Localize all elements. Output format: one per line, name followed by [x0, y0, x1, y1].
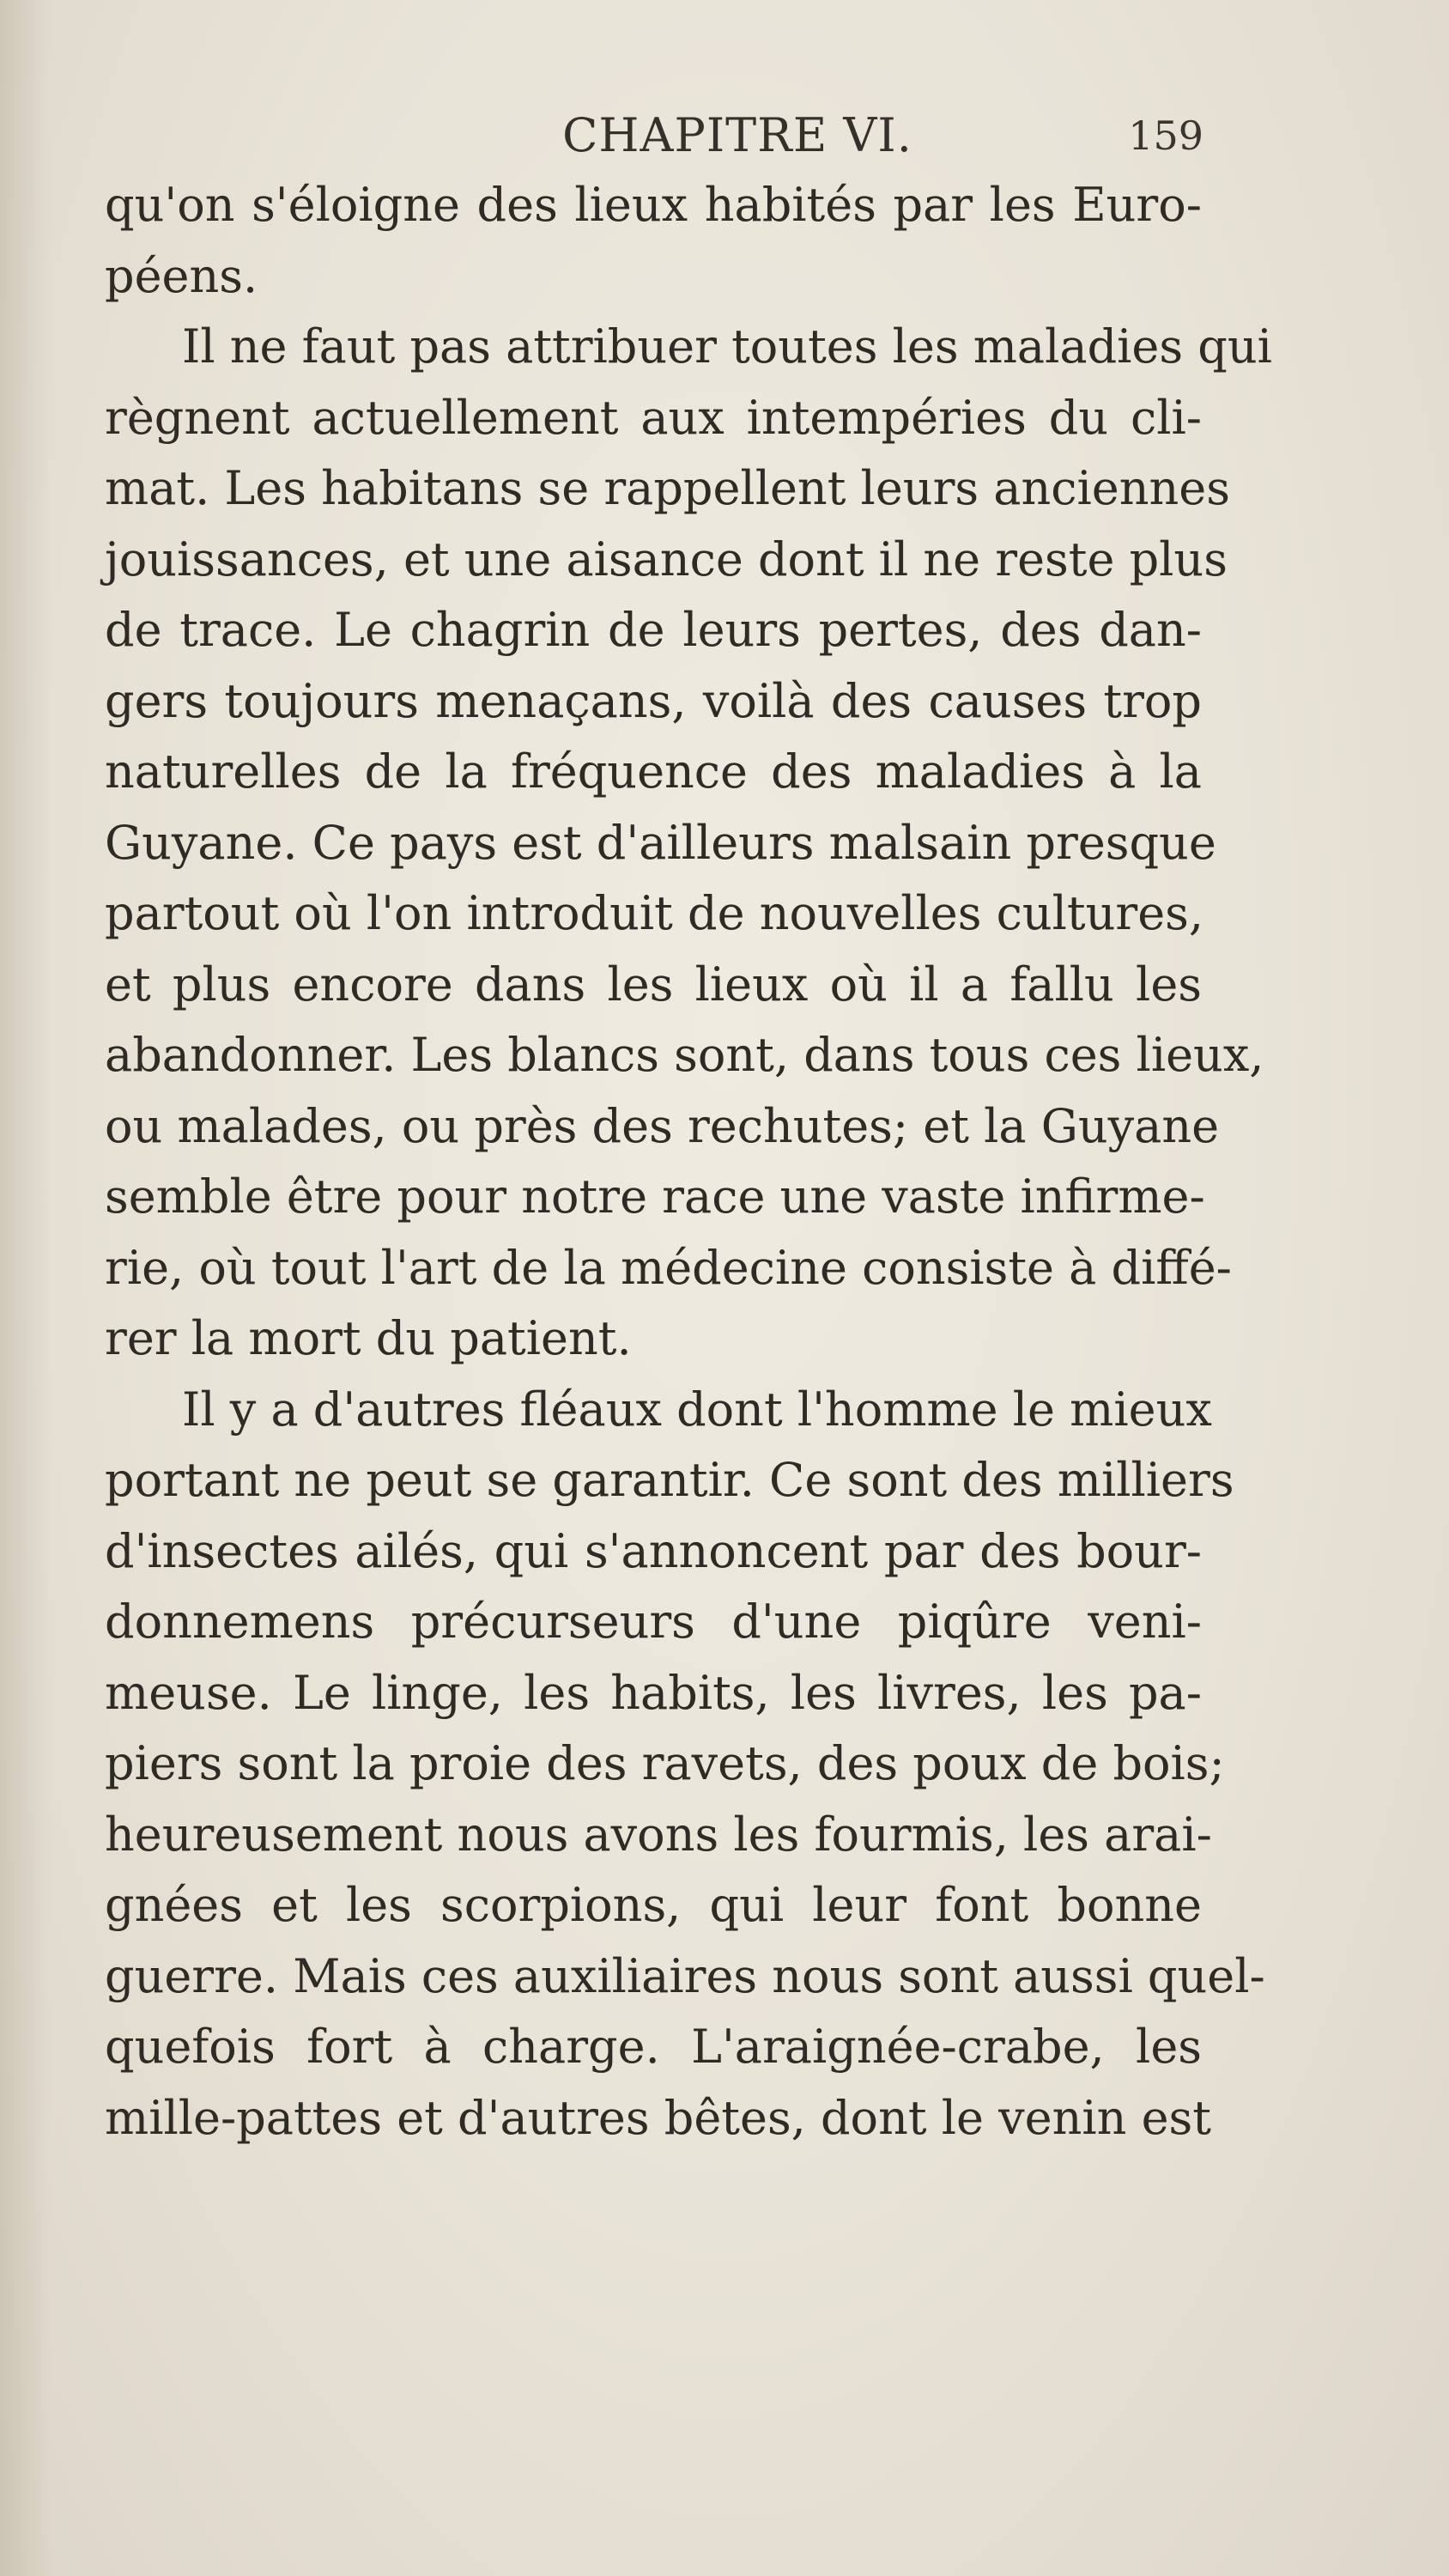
text-line: d'insectes ailés, qui s'annoncent par des bour-: [105, 1523, 1202, 1578]
running-title: CHAPITRE VI.: [562, 108, 912, 162]
text-line: heureusement nous avons les fourmis, les arai-: [105, 1807, 1212, 1862]
text-line: quefois fort à charge. L'araignée-crabe, les: [105, 2020, 1202, 2074]
text-line: semble être pour notre race une vaste infirme-: [105, 1170, 1205, 1224]
text-line: règnent actuellement aux intempéries du cli-: [105, 390, 1202, 445]
text-line: jouissances, et une aisance dont il ne reste plus: [105, 532, 1228, 586]
text-line: gnées et les scorpions, qui leur font bonne: [105, 1878, 1202, 1932]
text-line: rer la mort du patient.: [105, 1311, 632, 1365]
text-line: donnemens précurseurs d'une piqûre veni-: [105, 1595, 1202, 1649]
page-header: [0, 101, 1449, 170]
page-number: 159: [1128, 112, 1203, 159]
text-line: partout où l'on introduit de nouvelles cultures,: [105, 886, 1204, 940]
paragraph-first-line: Il y a d'autres fléaux dont l'homme le mieux: [182, 1382, 1212, 1437]
text-line: gers toujours menaçans, voilà des causes trop: [105, 673, 1202, 728]
text-line: mille-pattes et d'autres bêtes, dont le venin est: [105, 2090, 1211, 2145]
text-line: meuse. Le linge, les habits, les livres, les pa-: [105, 1665, 1202, 1720]
text-line: mat. Les habitans se rappellent leurs anciennes: [105, 461, 1230, 515]
text-line: naturelles de la fréquence des maladies à la: [105, 744, 1202, 799]
text-line: péens.: [105, 248, 258, 303]
text-line: abandonner. Les blancs sont, dans tous ces lieux,: [105, 1028, 1264, 1082]
text-line: piers sont la proie des ravets, des poux de bois;: [105, 1736, 1225, 1790]
text-line: de trace. Le chagrin de leurs pertes, des dan-: [105, 603, 1202, 657]
text-line: portant ne peut se garantir. Ce sont des milliers: [105, 1453, 1234, 1507]
text-line: guerre. Mais ces auxiliaires nous sont aussi quel-: [105, 1948, 1265, 2003]
text-line: Guyane. Ce pays est d'ailleurs malsain presque: [105, 815, 1216, 870]
text-line: ou malades, ou près des rechutes; et la Guyane: [105, 1098, 1220, 1153]
body-text: [105, 170, 1272, 2154]
paragraph-first-line: Il ne faut pas attribuer toutes les maladies qui: [182, 319, 1272, 374]
text-line: rie, où tout l'art de la médecine consiste à diffé-: [105, 1240, 1232, 1295]
text-line: et plus encore dans les lieux où il a fallu les: [105, 957, 1202, 1012]
text-line: qu'on s'éloigne des lieux habités par les Euro-: [105, 178, 1202, 232]
